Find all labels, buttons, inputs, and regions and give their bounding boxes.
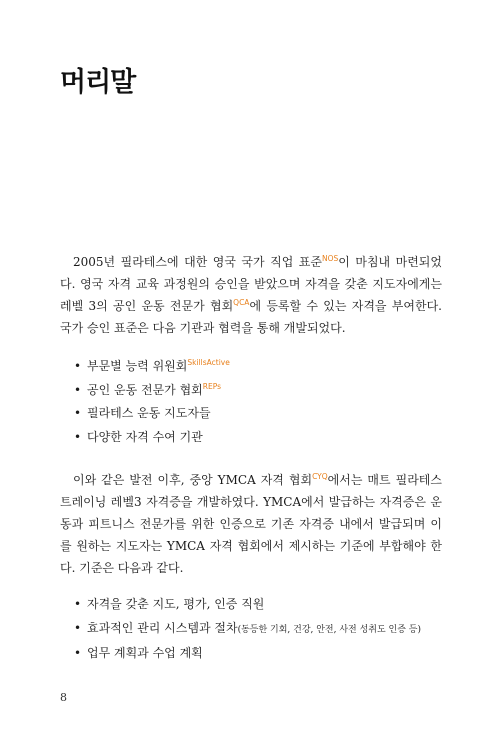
list-item: • 자격을 갖춘 지도, 평가, 인증 직원 — [74, 593, 442, 617]
intro-paragraph: 2005년 필라테스에 대한 영국 국가 직업 표준$^{NOS}$이 마침내 마련되었다. 영국 자격 교육 과정원의 승인을 받았으며 자격을 갖춘 지도자에게는 레벨 3의 공인 운동 전문가 협회$^{QCA}$에 등록할 수 있는 자격을 부여한다. 국가 승인 표준은 다음 기관과 협력을 통해 개발되었다. — [60, 254, 442, 335]
cyq-paragraph: 이와 같은 발전 이후, 중앙 YMCA 자격 협회$^{CYQ}$에서는 매트 필라테스 트레이닝 레벨3 자격증을 개발하였다. YMCA에서 발급하는 자격증은 운동과 피트니스 전문가를 위한 인증으로 기존 자격증 내에서 발급되며 이를 원하는 지도자는 YMCA 자격 협회에서 제시하는 기준에 부합해야 한다. 기준은 다음과 같다. — [60, 472, 442, 575]
page-number: 8 — [60, 691, 67, 704]
abbr-reps: REPs — [202, 381, 222, 391]
criteria-note: (동등한 기회, 건강, 안전, 사전 성취도 인증 등) — [237, 624, 421, 635]
abbr-cyq: CYQ — [312, 472, 328, 481]
list-item: • 공인 운동 전문가 협회$^{REPs}$ — [74, 379, 442, 403]
list-item: • 효과적인 관리 시스템과 절차(동등한 기회, 건강, 안전, 사전 성취도 인증 등) — [74, 617, 442, 643]
collaborator-list — [60, 355, 442, 449]
list-item: • 다양한 자격 수여 기관 — [74, 426, 442, 450]
abbr-nos: NOS — [321, 254, 339, 263]
list-item: • 업무 계획과 수업 계획 — [74, 642, 442, 666]
criteria-list — [60, 593, 442, 666]
body-content — [60, 251, 442, 666]
list-item: • 부문별 능력 위원회$^{SkillsActive}$ — [74, 355, 442, 379]
list-item: • 필라테스 운동 지도자들 — [74, 402, 442, 426]
abbr-qca: QCA — [233, 298, 250, 307]
page-title: 머리말 — [60, 67, 136, 98]
abbr-skillsactive: SkillsActive — [187, 358, 230, 367]
